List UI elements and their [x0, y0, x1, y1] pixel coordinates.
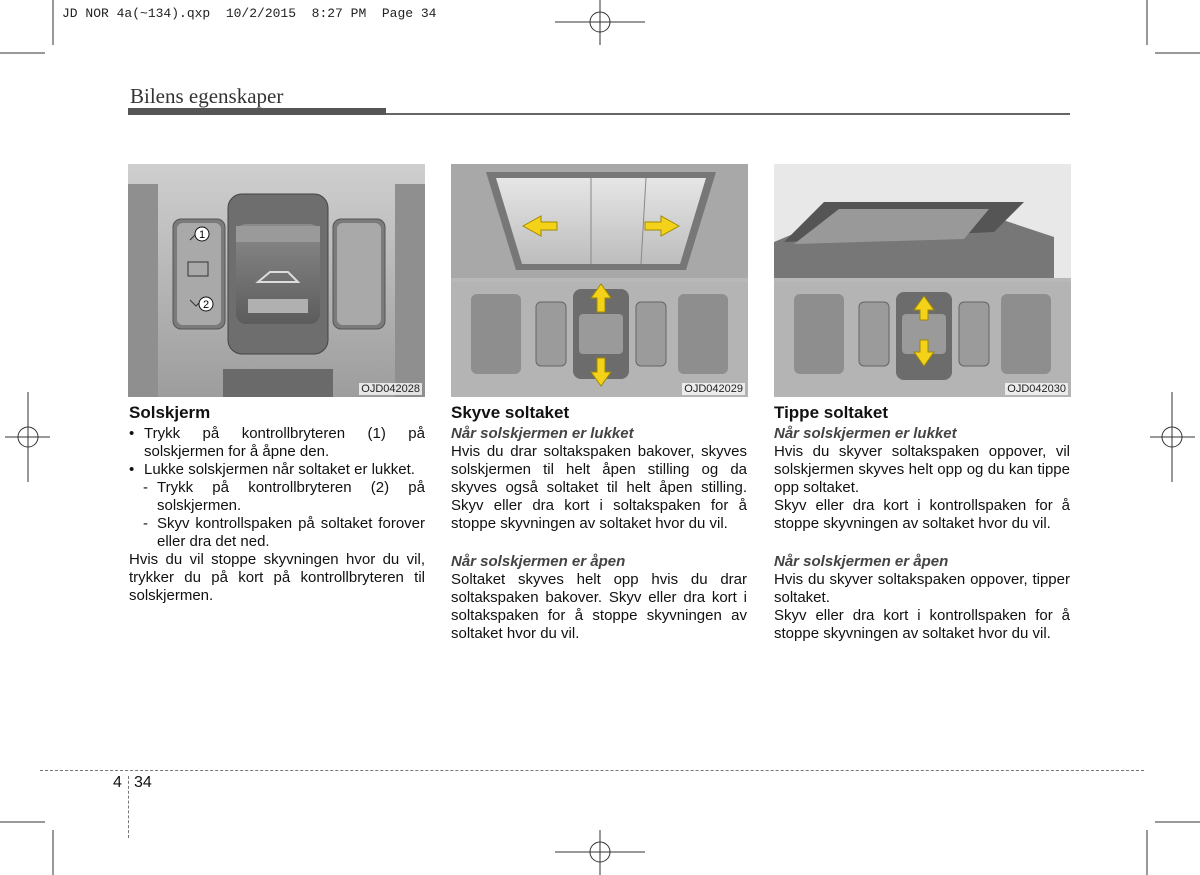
figure-tilting-sunroof — [774, 164, 1071, 397]
list-item: • Lukke solskjermen når soltaket er lukket. — [129, 461, 425, 479]
section-heading: Solskjerm — [129, 403, 211, 422]
paragraph: Hvis du skyver soltakspaken oppover, tipper soltaket. — [774, 571, 1070, 606]
subheading: Når solskjermen er lukket — [451, 425, 634, 442]
subheading: Når solskjermen er åpen — [451, 553, 626, 570]
header-rule-thick — [128, 108, 386, 115]
print-slug: JD NOR 4a(~134).qxp 10/2/2015 8:27 PM Page 34 — [62, 6, 437, 21]
footer-rule — [40, 770, 1144, 771]
paragraph: Soltaket skyves helt opp hvis du drar soltakspaken bakover. Skyv eller dra kort i soltakspaken for å stoppe skyvningen av soltaket hvor du vil. — [451, 571, 747, 642]
subheading: Når solskjermen er lukket — [774, 425, 957, 442]
tilting-sunroof-illustration — [774, 164, 1071, 397]
figure-code: OJD042028 — [361, 383, 420, 395]
column-sunshade — [129, 404, 425, 605]
paragraph: Hvis du skyver soltakspaken oppover, vil solskjermen skyves helt opp og du kan tippe opp soltaket. — [774, 443, 1070, 496]
figure-sliding-sunroof — [451, 164, 748, 397]
paragraph: Skyv eller dra kort i kontrollspaken for å stoppe skyvningen av soltaket hvor du vil. — [774, 607, 1070, 642]
sliding-sunroof-illustration — [451, 164, 748, 397]
column-sliding — [451, 404, 747, 643]
list-item: - Trykk på kontrollbryteren (2) på solskjermen. — [142, 479, 425, 515]
section-heading: Tippe soltaket — [774, 403, 888, 422]
figure-code: OJD042030 — [1007, 383, 1066, 395]
subheading: Når solskjermen er åpen — [774, 553, 949, 570]
page-number: 34 — [134, 774, 152, 791]
page-header-title: Bilens egenskaper — [130, 84, 284, 108]
callout-2: 2 — [202, 299, 210, 311]
column-tilting — [774, 404, 1070, 643]
sunshade-switch-illustration — [128, 164, 425, 397]
list-item: - Skyv kontrollspaken på soltaket forover eller dra det ned. — [142, 515, 425, 551]
section-heading: Skyve soltaket — [451, 403, 570, 422]
callout-1: 1 — [198, 229, 206, 241]
figure-code: OJD042029 — [684, 383, 743, 395]
chapter-number: 4 — [113, 774, 122, 791]
page-number-divider — [128, 776, 129, 838]
paragraph: Hvis du vil stoppe skyvningen hvor du vil, trykker du på kort på kontrollbryteren til solskjermen. — [129, 551, 425, 604]
header-rule-thin — [386, 113, 1070, 115]
instruction-list — [129, 425, 425, 551]
list-item: • Trykk på kontrollbryteren (1) på solskjermen for å åpne den. — [129, 425, 425, 461]
paragraph: Skyv eller dra kort i kontrollspaken for å stoppe skyvningen av soltaket hvor du vil. — [774, 497, 1070, 532]
paragraph: Hvis du drar soltakspaken bakover, skyves solskjermen til helt åpen stilling og da skyves også soltaket til helt åpen stilling. Skyv eller dra kort i soltakspaken for å stoppe skyvningen av soltaket hvor du vil. — [451, 443, 747, 532]
figure-sunshade-switches — [128, 164, 425, 397]
